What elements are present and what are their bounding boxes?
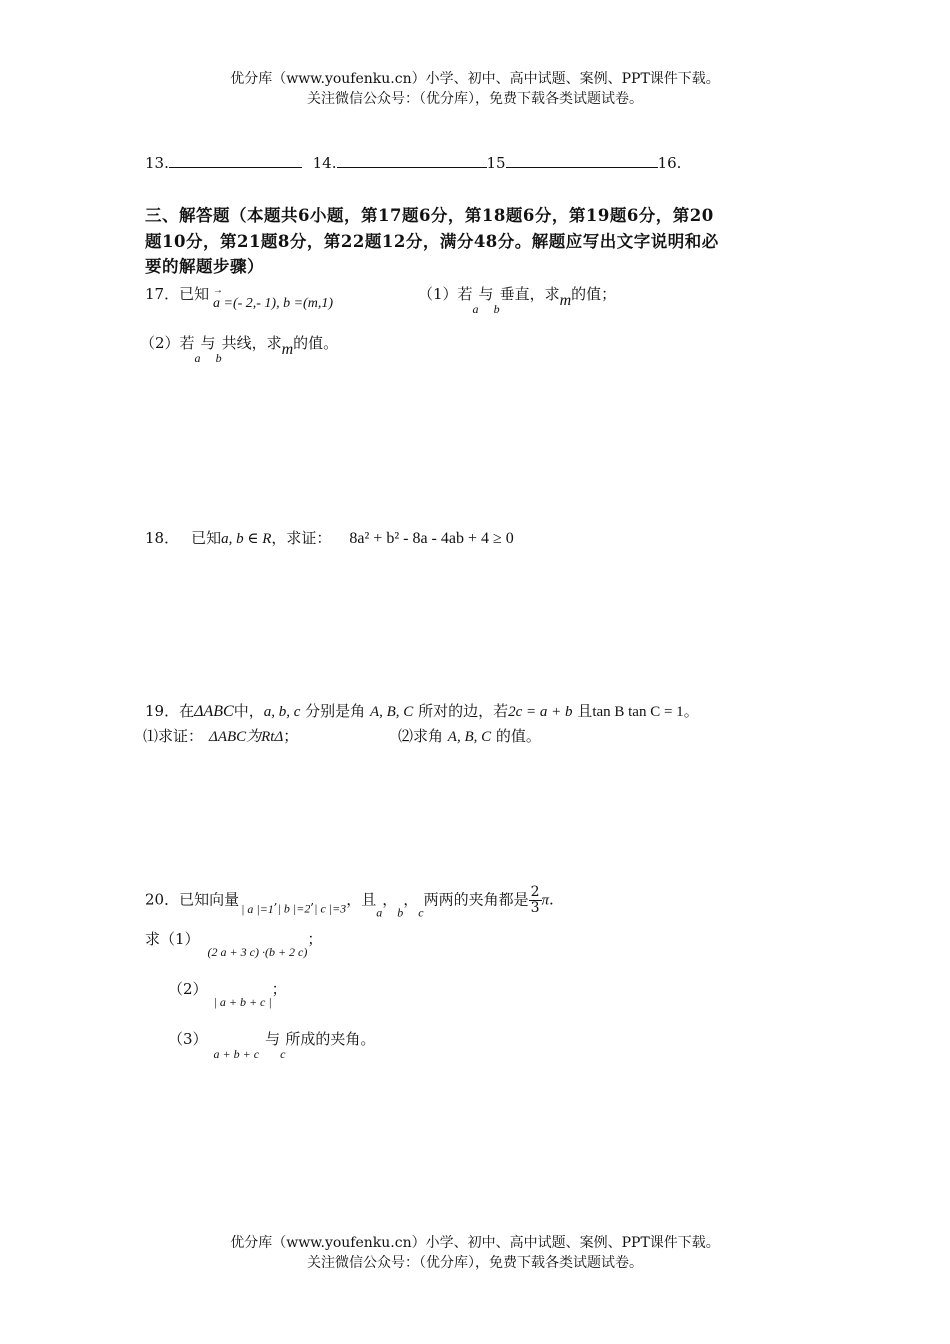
- blank-14: [337, 153, 487, 168]
- blank-label-16: 16.: [657, 154, 682, 172]
- q17-part-2: （2）若$_a$与$_b$共线，求m的值。: [140, 334, 339, 365]
- header-line-2: 关注微信公众号：（优分库），免费下载各类试题试卷。: [307, 91, 643, 107]
- blank-label-15: 15: [486, 154, 506, 172]
- q18-inequality: 8a² + b² - 8a - 4ab + 4 ≥ 0: [349, 530, 514, 547]
- q20-magnitude-b: | b |=2: [277, 901, 311, 916]
- blank-row: [145, 153, 681, 172]
- q20-part-3: $(3)_{a + b + c}$与$_c$所成的夹角。: [168, 1030, 376, 1061]
- q17-label: 17．已知: [145, 285, 210, 303]
- q19-part-2: ⑵求角 A, B, C 的值。: [398, 727, 541, 745]
- q20-part-1: 求$(1)_{(2 a + 3 c) \cdot(b + 2 c)}$；: [145, 930, 323, 959]
- section-heading-line-2: 题10分，第21题8分，第22题12分，满分48分。解题应写出文字说明和必: [145, 232, 719, 251]
- q19: 19．在ΔABC中，a, b, c 分别是角 A, B, C 所对的边，若2c = a + b 且tan B tan C = 1。: [145, 702, 699, 720]
- q20-magnitude-c: | c |=3: [314, 901, 347, 916]
- q19-part-1: ⑴求证： ΔABC为RtΔ；: [143, 727, 299, 745]
- q17-part-1: （1）若$_a$与$_b$垂直，求m的值；: [418, 285, 617, 316]
- q17-given-vectors: → a =(- 2,- 1), b =(m,1): [213, 296, 333, 312]
- q20-angle-fraction: $\frac{2}{3}$: [530, 884, 540, 916]
- section-heading-line-1: 三、解答题（本题共6小题，第17题6分，第18题6分，第19题6分，第20: [145, 206, 714, 225]
- q20-magnitude-a: | a |=1: [241, 901, 274, 916]
- section-heading-line-3: 要的解题步骤）: [145, 257, 264, 276]
- blank-label-14: 14.: [312, 154, 337, 172]
- header-line-1: 优分库（www.youfenku.cn）小学、初中、高中试题、案例、PPT课件下载。: [230, 71, 720, 87]
- q20-part-2: $(2)_{| a + b + c |}$；: [168, 980, 287, 1009]
- blank-13: [169, 153, 302, 168]
- blank-label-13: 13.: [145, 154, 169, 172]
- blank-15: [506, 153, 658, 168]
- footer-line-2: 关注微信公众号：（优分库），免费下载各类试题试卷。: [307, 1255, 643, 1271]
- q20: 20．已知向量 $_{| a |=1},_{| b |=2},_{| c |=3}$，且$_a$，$_b$，$_c$两两的夹角都是 $\frac{2}{3}$ π.: [145, 884, 554, 920]
- footer-line-1: 优分库（www.youfenku.cn）小学、初中、高中试题、案例、PPT课件下载。: [230, 1235, 720, 1251]
- q18: 18． 已知a, b ∈ R，求证： 8a² + b² - 8a - 4ab + 4 ≥ 0: [145, 529, 514, 547]
